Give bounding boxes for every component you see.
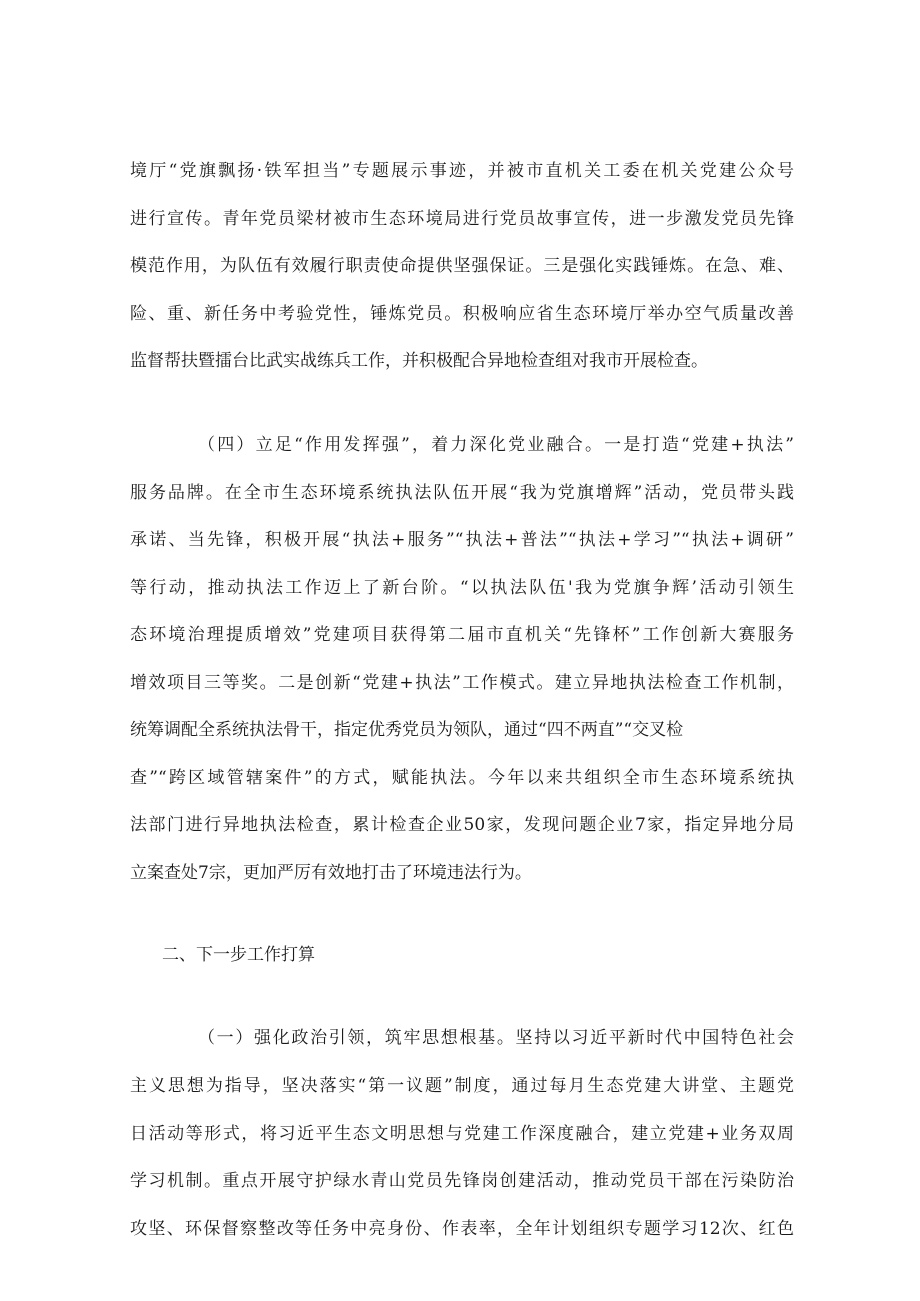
- paragraph-2-line-4: 等行动，推动执法工作迈上了新台阶。“以执法队伍'我为党旗争辉’活动引领生: [130, 578, 794, 598]
- paragraph-2-line-8: 查”“跨区域管辖案件”的方式，赋能执法。今年以来共组织全市生态环境系统执: [130, 768, 794, 788]
- paragraph-2-line-1: （四）立足“作用发挥强”，着力深化党业融合。一是打造“党建+执法”: [198, 435, 794, 455]
- paragraph-1-line-3: 模范作用，为队伍有效履行职责使命提供坚强保证。三是强化实践锤炼。在急、难、: [130, 256, 794, 276]
- paragraph-3-line-4: 学习机制。重点开展守护绿水青山党员先锋岗创建活动，推动党员干部在污染防治: [130, 1171, 794, 1191]
- paragraph-2-line-6: 增效项目三等奖。二是创新“党建+执法”工作模式。建立异地执法检查工作机制，: [130, 673, 794, 693]
- paragraph-3-line-3: 日活动等形式，将习近平生态文明思想与党建工作深度融合，建立党建+业务双周: [130, 1124, 794, 1144]
- paragraph-3-line-2: 主义思想为指导，坚决落实“第一议题”制度，通过每月生态党建大讲堂、主题党: [130, 1076, 794, 1096]
- paragraph-1-line-2: 进行宣传。青年党员梁材被市生态环境局进行党员故事宣传，进一步激发党员先锋: [130, 209, 794, 229]
- paragraph-2-line-5: 态环境治理提质增效”党建项目获得第二届市直机关“先锋杯”工作创新大赛服务: [130, 625, 794, 645]
- paragraph-2-line-7: 统筹调配全系统执法骨干，指定优秀党员为领队，通过“四不两直”“交叉检: [130, 720, 684, 740]
- paragraph-1-line-1: 境厅“党旗飘扬·铁军担当”专题展示事迹，并被市直机关工委在机关党建公众号: [130, 161, 794, 181]
- paragraph-2-line-9: 法部门进行异地执法检查，累计检查企业50家，发现问题企业7家，指定异地分局: [130, 815, 794, 835]
- paragraph-2-line-10: 立案查处7宗，更加严厉有效地打击了环境违法行为。: [130, 863, 532, 883]
- paragraph-1-line-4: 险、重、新任务中考验党性，锤炼党员。积极响应省生态环境厅举办空气质量改善: [130, 304, 794, 324]
- paragraph-2-line-3: 承诺、当先锋，积极开展“执法+服务”“执法+普法”“执法+学习”“执法+调研”: [130, 530, 794, 550]
- paragraph-3-line-5: 攻坚、环保督察整改等任务中亮身份、作表率，全年计划组织专题学习12次、红色: [130, 1219, 794, 1239]
- paragraph-1-line-5: 监督帮扶暨擂台比武实战练兵工作，并积极配合异地检查组对我市开展检查。: [130, 351, 708, 371]
- paragraph-3-line-1: （一）强化政治引领，筑牢思想根基。坚持以习近平新时代中国特色社会: [198, 1028, 794, 1048]
- section-heading: 二、下一步工作打算: [162, 945, 315, 965]
- paragraph-2-line-2: 服务品牌。在全市生态环境系统执法队伍开展“我为党旗增辉”活动，党员带头践: [130, 483, 794, 503]
